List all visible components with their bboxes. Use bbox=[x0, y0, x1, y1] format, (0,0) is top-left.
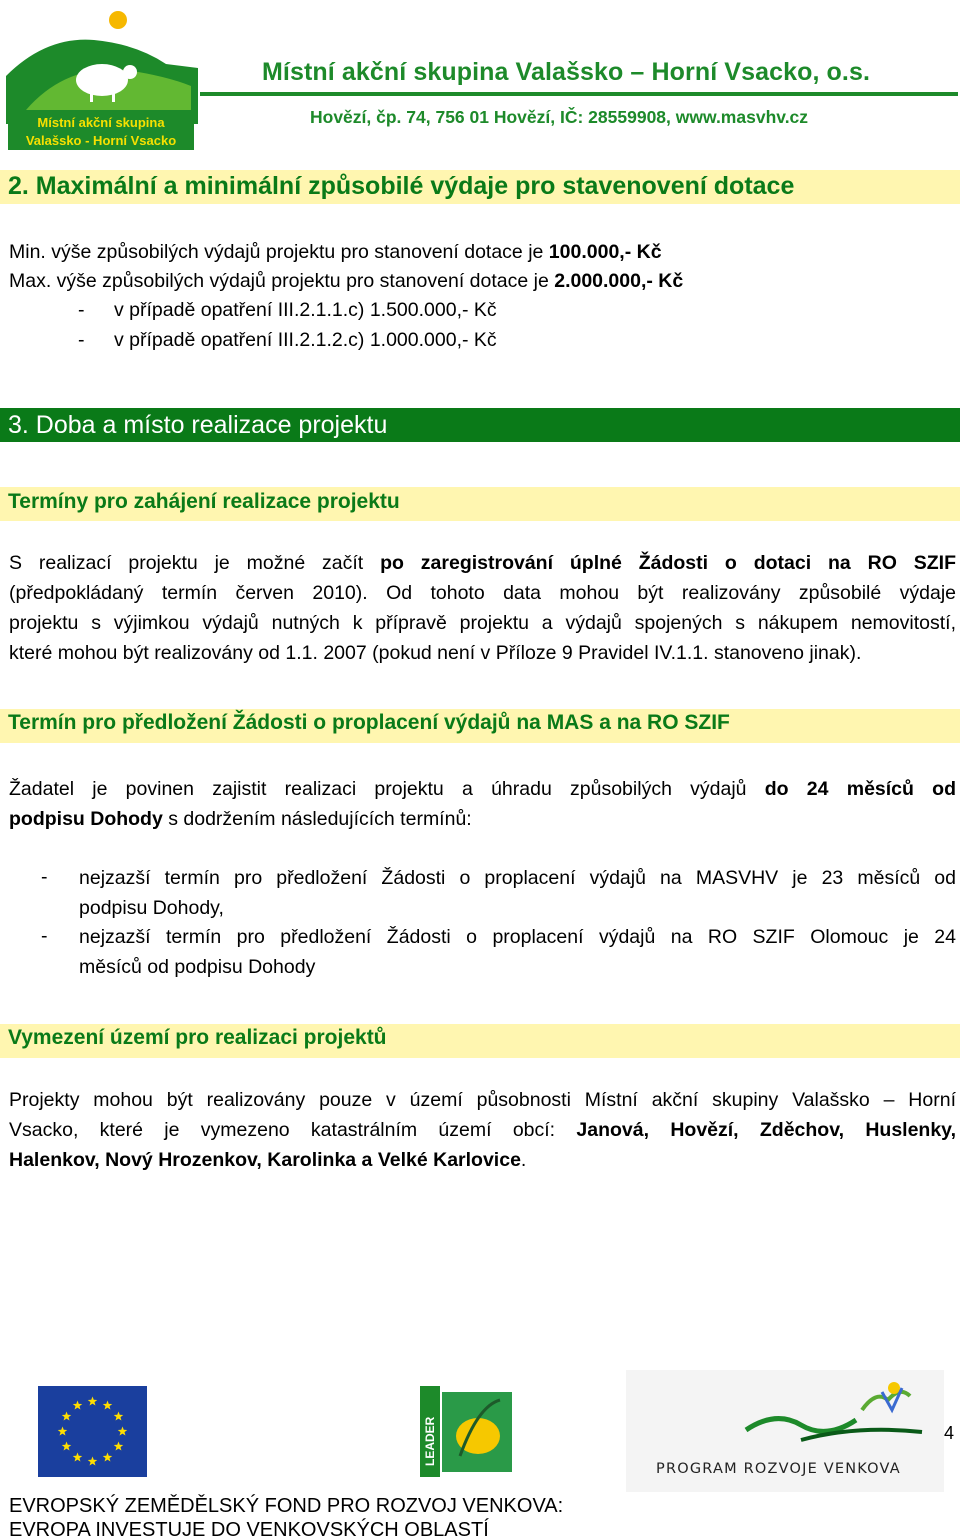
logo-text-1: Místní akční skupina bbox=[37, 115, 165, 130]
program-landscape-icon bbox=[626, 1370, 944, 1460]
header-divider bbox=[200, 92, 958, 96]
list-item: - v případě opatření III.2.1.1.c) 1.500.000,- Kč bbox=[78, 299, 497, 321]
list-item: - v případě opatření III.2.1.2.c) 1.000.000,- Kč bbox=[78, 329, 497, 351]
subsection-territory-heading: Vymezení území pro realizaci projektů bbox=[0, 1024, 960, 1058]
max-expense-value: 2.000.000,- Kč bbox=[554, 270, 684, 292]
organization-name: Místní akční skupina Valašsko – Horní Vsacko, o.s. bbox=[262, 58, 871, 86]
logo-text-2: Valašsko - Horní Vsacko bbox=[25, 133, 177, 148]
start-paragraph: S realizací projektu je možné začít po zaregistrování úplné Žádosti o dotaci na RO SZIF (předpokládaný termín červen 2010). Od tohoto data mohou být realizovány způsobilé výdaje projektu s výjimkou výdajů nutných k přípravě projektu a výdajů spojených s nákupem nemovitostí, které mohou být realizovány od 1.1. 2007 (pokud není v Příloze 9 Pravidel IV.1.1. stanoveno jinak). bbox=[9, 552, 956, 664]
leader-logo bbox=[420, 1386, 515, 1477]
leader-label: LEADER bbox=[423, 1416, 437, 1466]
min-expense-value: 100.000,- Kč bbox=[548, 241, 662, 263]
payment-paragraph: Žadatel je povinen zajistit realizaci projektu a úhradu způsobilých výdajů do 24 měsíců od podpisu Dohody s dodržením následujících termínů: bbox=[9, 778, 956, 830]
footer-fund-line: EVROPSKÝ ZEMĚDĚLSKÝ FOND PRO ROZVOJ VENKOVA: bbox=[9, 1495, 564, 1517]
eu-flag-icon bbox=[38, 1386, 147, 1477]
page-number: 4 bbox=[944, 1423, 955, 1443]
mas-logo bbox=[6, 6, 198, 152]
territory-paragraph: Projekty mohou být realizovány pouze v území působnosti Místní akční skupiny Valašsko – Horní Vsacko, které je vymezeno katastrálním území obcí: Janová, Hovězí, Zděchov, Huslenky, Halenkov, Nový Hrozenkov, Karolinka a Velké Karlovice. bbox=[9, 1089, 956, 1171]
sheep-icon bbox=[76, 64, 128, 96]
section-3-heading: 3. Doba a místo realizace projektu bbox=[0, 408, 960, 442]
bullet-dash: - bbox=[41, 925, 48, 947]
subsection-payment-heading: Termín pro předložení Žádosti o proplacení výdajů na MAS a na RO SZIF bbox=[0, 709, 960, 743]
max-expense-line: Max. výše způsobilých výdajů projektu pro stanovení dotace je 2.000.000,- Kč bbox=[9, 270, 684, 292]
organization-address: Hovězí, čp. 74, 756 01 Hovězí, IČ: 28559908, www.masvhv.cz bbox=[310, 107, 809, 127]
min-expense-line: Min. výše způsobilých výdajů projektu pro stanovení dotace je 100.000,- Kč bbox=[9, 241, 662, 263]
list-item: nejzazší termín pro předložení Žádosti o proplacení výdajů na RO SZIF Olomouc je 24 měsíců od podpisu Dohody bbox=[79, 926, 956, 978]
program-label: PROGRAM ROZVOJE VENKOVA bbox=[656, 1461, 901, 1477]
subsection-start-heading: Termíny pro zahájení realizace projektu bbox=[0, 487, 960, 521]
list-item: nejzazší termín pro předložení Žádosti o proplacení výdajů na MASVHV je 23 měsíců od podpisu Dohody, bbox=[79, 867, 956, 919]
section-2-heading: 2. Maximální a minimální způsobilé výdaje pro stavenovení dotace bbox=[0, 170, 960, 204]
footer-slogan-line: EVROPA INVESTUJE DO VENKOVSKÝCH OBLASTÍ bbox=[9, 1519, 489, 1540]
bullet-dash: - bbox=[41, 866, 48, 888]
sun-icon bbox=[109, 11, 127, 29]
